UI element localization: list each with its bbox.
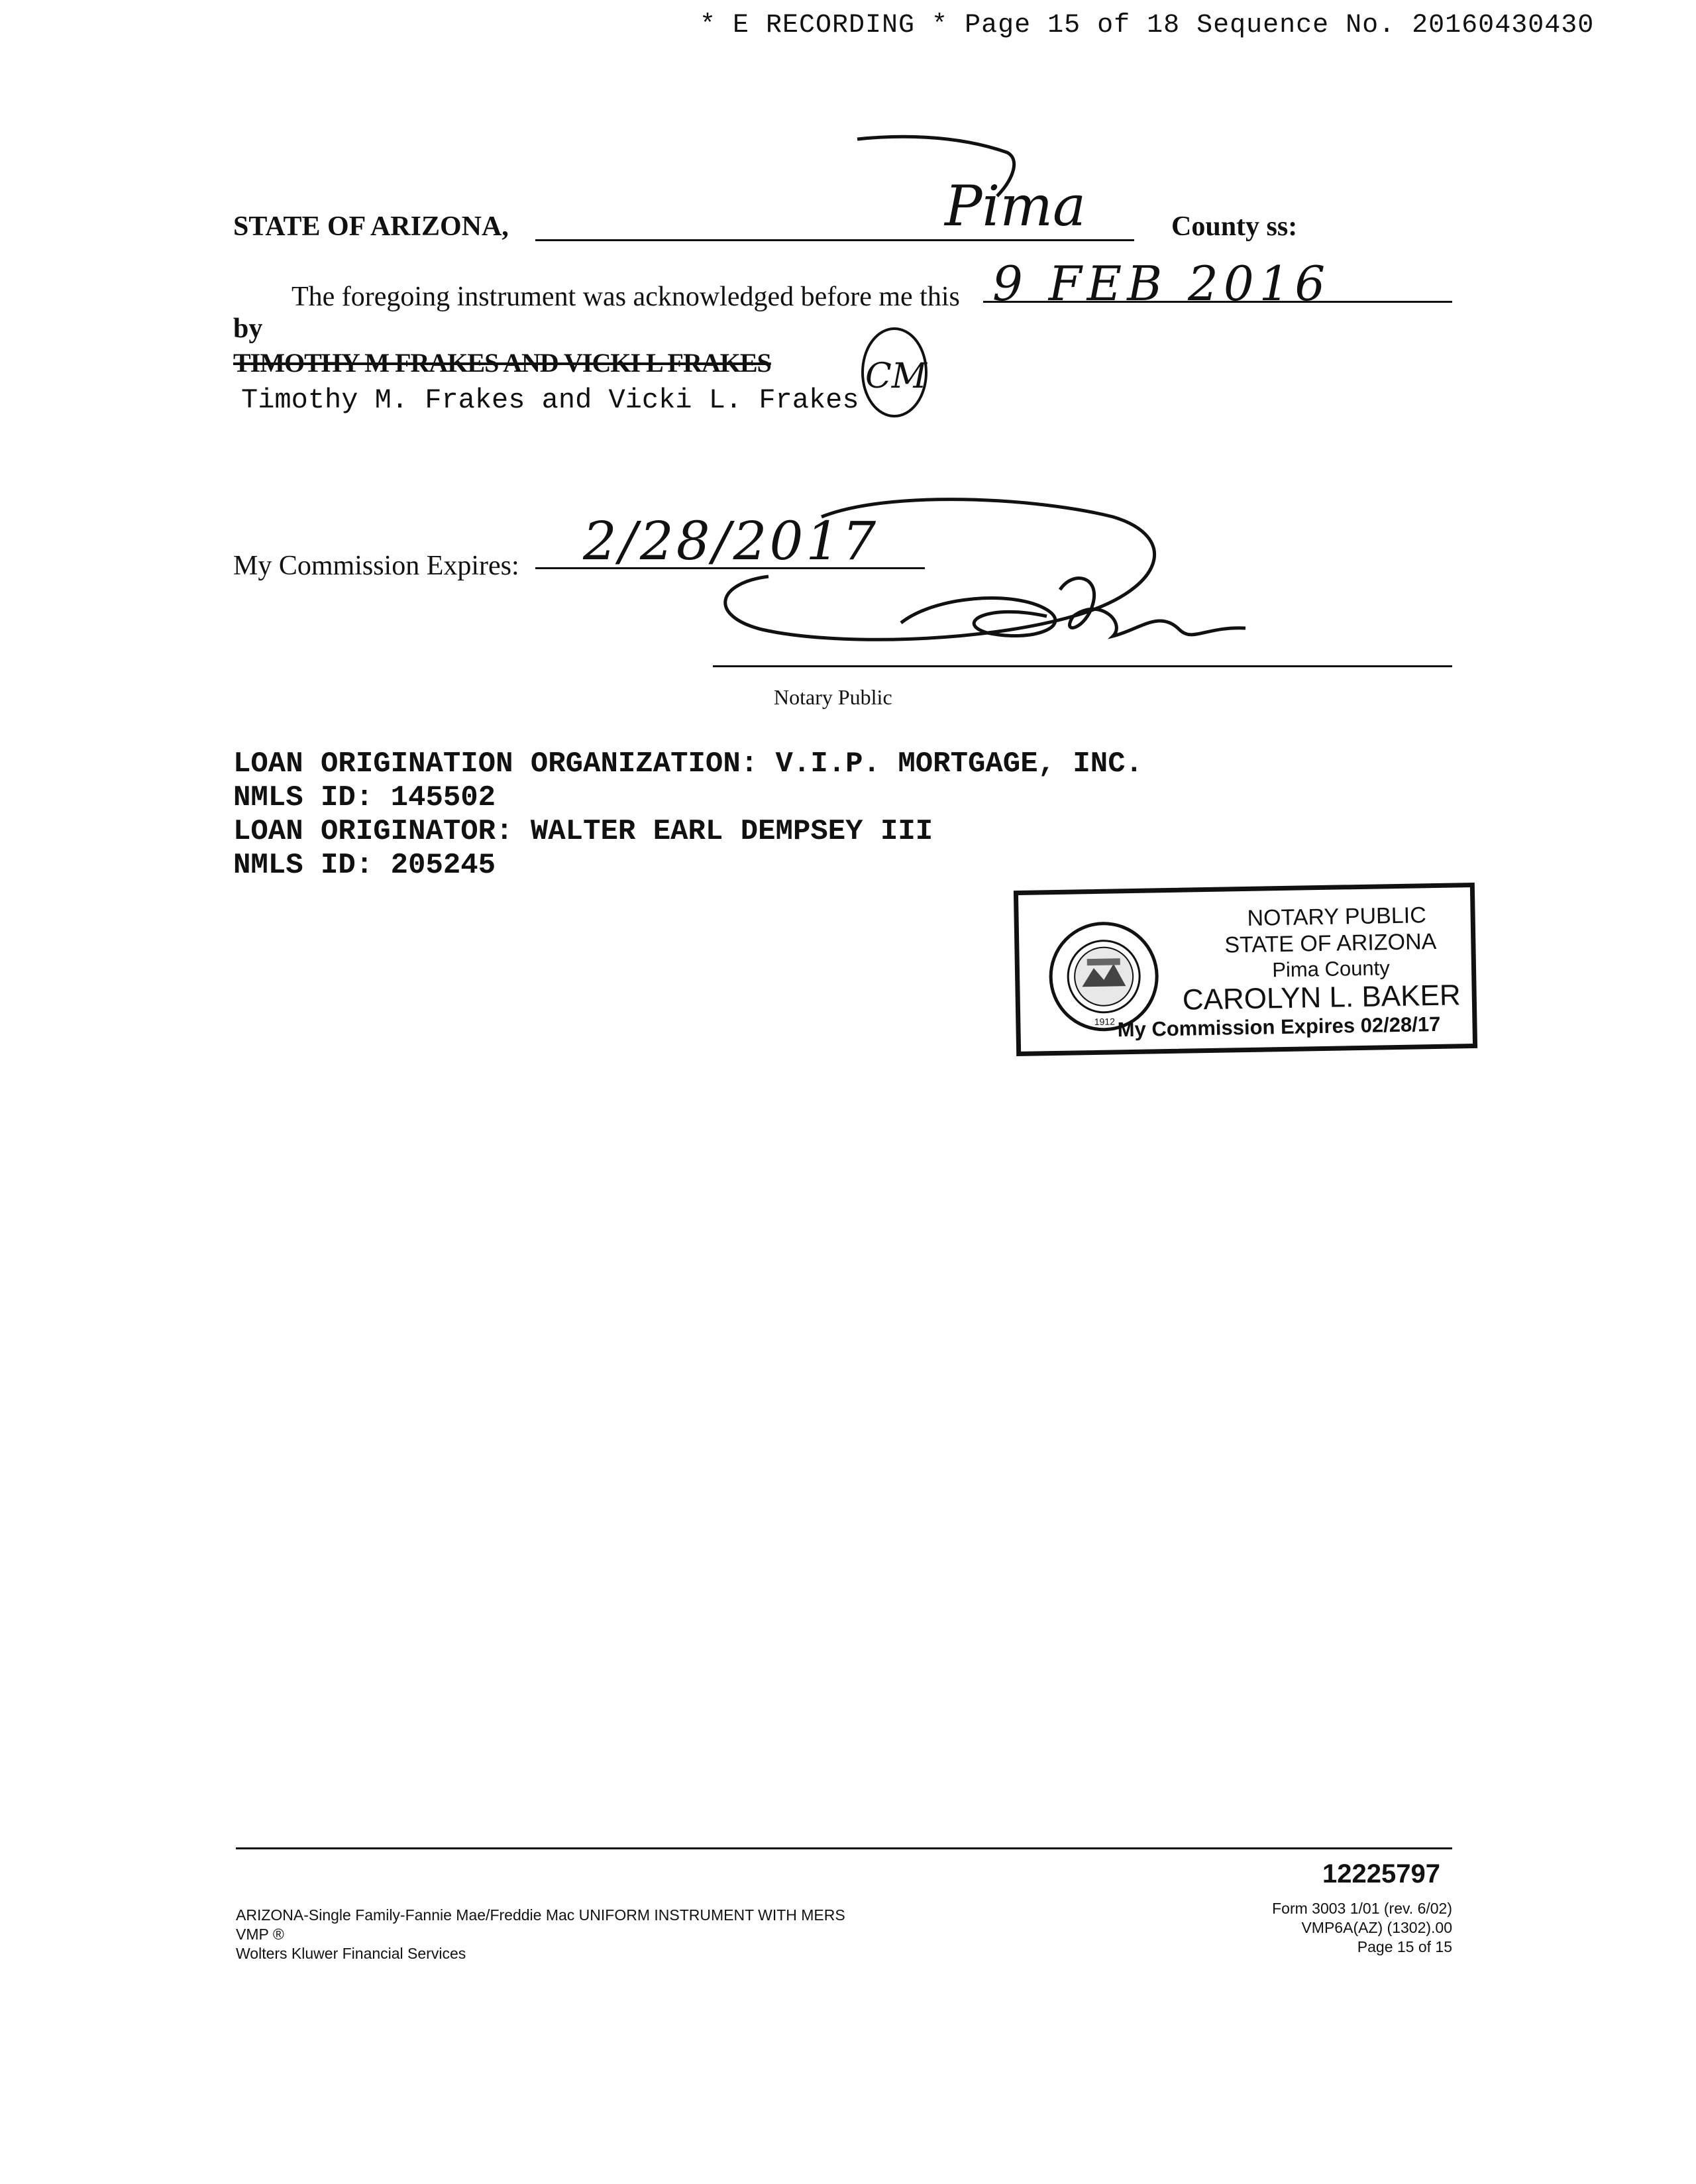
footer-form-number: Form 3003 1/01 (rev. 6/02) [1272,1900,1452,1917]
footer-vmp-code: VMP6A(AZ) (1302).00 [1301,1919,1452,1936]
loan-originator: LOAN ORIGINATOR: WALTER EARL DEMPSEY III [233,815,933,848]
footer-left [236,1906,845,1963]
initials-handwritten: CM [865,356,928,396]
notary-public-label: Notary Public [774,685,892,709]
loan-origination-org: LOAN ORIGINATION ORGANIZATION: V.I.P. MORTGAGE, INC. [233,747,1143,781]
notary-signature [702,490,1259,669]
date-handwritten: 9 FEB 2016 [992,256,1331,311]
struck-names: TIMOTHY M FRAKES AND VICKI L FRAKES [233,348,771,378]
loan-originator-nmls-id: NMLS ID: 205245 [233,849,496,882]
county-blank-line [535,239,1134,241]
county-ss-label: County ss: [1171,211,1298,242]
svg-text:1912: 1912 [1094,1016,1116,1027]
pen-stroke-mark [855,133,1027,205]
state-label: STATE OF ARIZONA, [233,211,509,242]
recording-header: * E RECORDING * Page 15 of 18 Sequence No. 20160430430 [700,11,1595,40]
loan-org-nmls-id: NMLS ID: 145502 [233,781,496,814]
footer-page-number: Page 15 of 15 [1357,1938,1452,1955]
footer-vmp: VMP ® [236,1926,284,1943]
stamp-line-county: Pima County [1271,956,1391,982]
stamp-line-name: CAROLYN L. BAKER [1182,979,1461,1016]
acknowledged-text: The foregoing instrument was acknowledged before me this [292,282,960,312]
county-handwritten: Pima [945,174,1086,239]
notary-signature-line [713,665,1452,667]
footer-publisher: Wolters Kluwer Financial Services [236,1945,466,1962]
document-number: 12225797 [1322,1859,1440,1888]
stamp-line-notary-public: NOTARY PUBLIC [1247,902,1427,931]
footer-form-title: ARIZONA-Single Family-Fannie Mae/Freddie Mac UNIFORM INSTRUMENT WITH MERS [236,1906,845,1924]
loan-info-block [233,747,1143,883]
stamp-line-state: STATE OF ARIZONA [1224,928,1437,958]
notary-stamp [1014,883,1477,1056]
stamp-line-expires: My Commission Expires 02/28/17 [1117,1012,1441,1042]
footer-right [1126,1899,1452,1957]
commission-label: My Commission Expires: [233,551,519,581]
commission-handwritten: 2/28/2017 [583,510,879,572]
by-label: by [233,313,263,344]
typed-names: Timothy M. Frakes and Vicki L. Frakes [241,384,859,416]
footer-rule [236,1847,1452,1849]
state-seal-icon [1047,919,1161,1034]
